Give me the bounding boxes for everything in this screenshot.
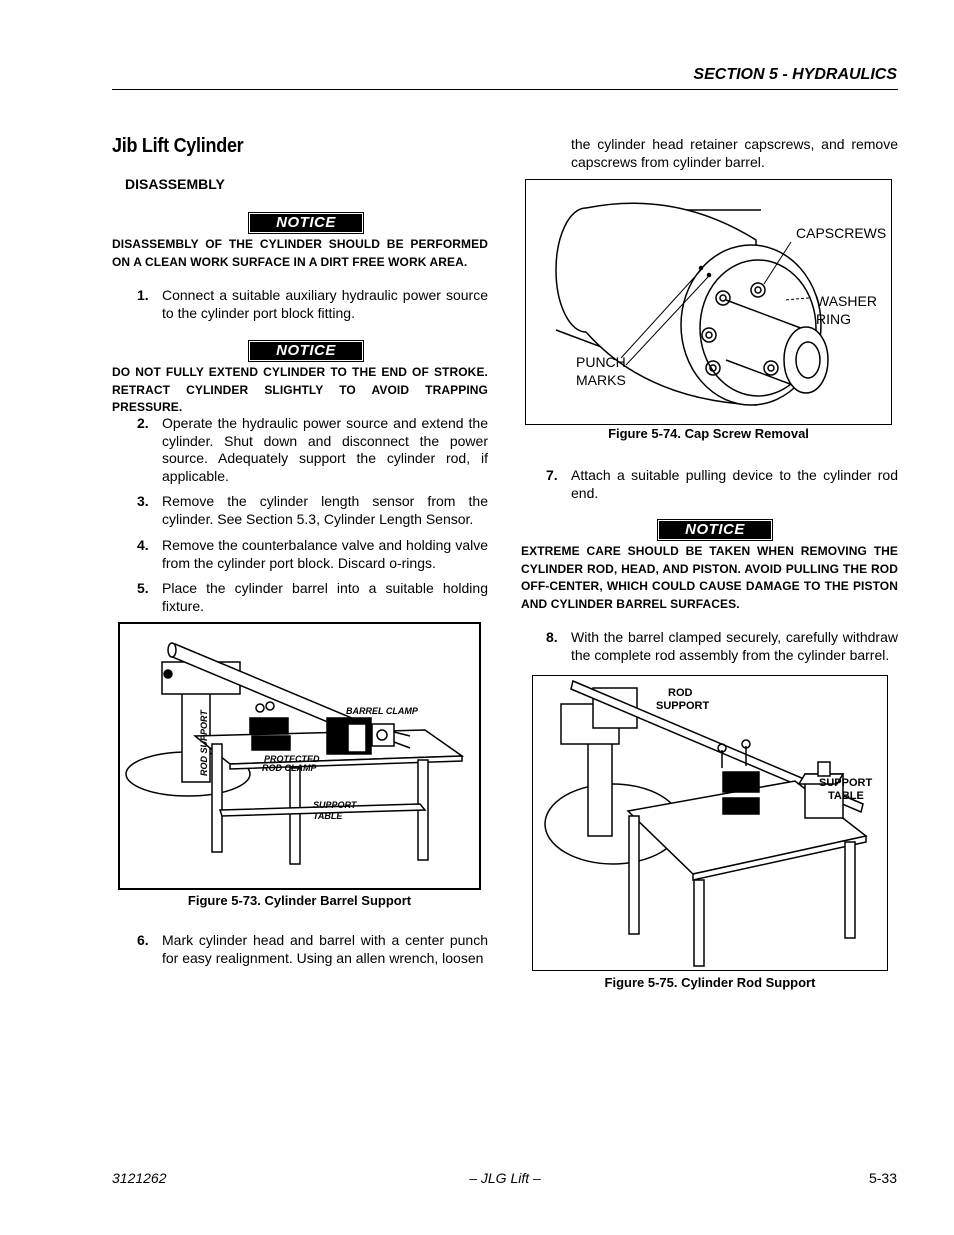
label-protected: PROTECTED <box>264 754 320 764</box>
step-6 <box>137 932 488 968</box>
step-text: Attach a suitable pulling device to the cylinder rod end. <box>571 467 898 501</box>
label-rod-support: SUPPORT <box>656 700 710 712</box>
figure-5-75 <box>532 675 888 971</box>
step-1 <box>137 287 488 323</box>
label-rod-support: ROD SUPPORT <box>199 710 209 776</box>
step-number: 6. <box>137 932 149 948</box>
notice-badge-3: NOTICE <box>657 519 773 541</box>
page-title: Jib Lift Cylinder <box>112 135 244 157</box>
notice-badge-1: NOTICE <box>248 212 364 234</box>
step-3 <box>137 493 488 529</box>
label-support: SUPPORT <box>313 800 357 810</box>
step-text: Connect a suitable auxiliary hydraulic power source to the cylinder port block fitting. <box>162 287 488 321</box>
step-number: 4. <box>137 537 149 553</box>
step-text: the cylinder head retainer capscrews, and remove capscrews from cylinder barrel. <box>571 136 898 170</box>
notice-badge-2: NOTICE <box>248 340 364 362</box>
step-text: Operate the hydraulic power source and extend the cylinder. Shut down and disconnect the power source. Adequately support the cylinder rod, if applicable. <box>162 415 488 484</box>
figure-5-74-caption: Figure 5-74. Cap Screw Removal <box>608 426 809 441</box>
notice-text-2: DO NOT FULLY EXTEND CYLINDER TO THE END OF STROKE. RETRACT CYLINDER SLIGHTLY TO AVOID TRAPPING PRESSURE. <box>112 365 488 414</box>
label-ring: RING <box>816 311 851 327</box>
label-table: TABLE <box>828 790 864 802</box>
step-6-continued <box>546 136 898 172</box>
cap-screw-removal-illustration <box>526 180 891 424</box>
cylinder-rod-support-illustration <box>533 676 887 970</box>
figure-5-73 <box>118 622 481 890</box>
step-number: 3. <box>137 493 149 509</box>
notice-text-3: EXTREME CARE SHOULD BE TAKEN WHEN REMOVING THE CYLINDER ROD, HEAD, AND PISTON. AVOID PULLING THE ROD OFF-CENTER, WHICH COULD CAUSE DAMAGE TO THE PISTON AND CYLINDER BARREL SURFACES. <box>521 544 898 611</box>
step-text: Remove the counterbalance valve and holding valve from the cylinder port block. Discard o-rings. <box>162 537 488 571</box>
section-header: SECTION 5 - HYDRAULICS <box>693 66 897 83</box>
label-washer: WASHER <box>816 293 877 309</box>
notice-text-1: DISASSEMBLY OF THE CYLINDER SHOULD BE PERFORMED ON A CLEAN WORK SURFACE IN A DIRT FREE WORK AREA. <box>112 237 488 269</box>
step-number: 5. <box>137 580 149 596</box>
figure-5-75-caption: Figure 5-75. Cylinder Rod Support <box>604 975 816 990</box>
cylinder-barrel-support-illustration <box>120 624 479 888</box>
figure-5-73-caption: Figure 5-73. Cylinder Barrel Support <box>187 893 412 908</box>
label-support: SUPPORT <box>819 777 873 789</box>
subheading: DISASSEMBLY <box>125 176 225 192</box>
step-number: 8. <box>546 629 558 645</box>
label-capscrews: CAPSCREWS <box>796 225 887 241</box>
step-number: 7. <box>546 467 558 483</box>
step-2 <box>137 415 488 485</box>
footer-center: – JLG Lift – <box>469 1170 541 1186</box>
footer-doc-number: 3121262 <box>112 1170 167 1186</box>
label-barrel-clamp: BARREL CLAMP <box>346 706 418 716</box>
step-number: 1. <box>137 287 149 303</box>
header-rule <box>112 89 898 90</box>
label-table: TABLE <box>313 811 343 821</box>
step-text: Mark cylinder head and barrel with a center punch for easy realignment. Using an allen wrench, loosen <box>162 932 488 966</box>
label-punch: PUNCH <box>576 354 626 370</box>
step-number: 2. <box>137 415 149 431</box>
footer-page-number: 5-33 <box>868 1170 897 1186</box>
label-marks: MARKS <box>576 372 626 388</box>
step-text: Place the cylinder barrel into a suitable holding fixture. <box>162 580 488 614</box>
step-8 <box>546 629 898 665</box>
label-rod-clamp: ROD CLAMP <box>262 763 317 773</box>
step-text: Remove the cylinder length sensor from the cylinder. See Section 5.3, Cylinder Length Sensor. <box>162 493 488 527</box>
step-4 <box>137 537 488 573</box>
step-text: With the barrel clamped securely, carefully withdraw the complete rod assembly from the cylinder barrel. <box>571 629 898 663</box>
step-7 <box>546 467 898 503</box>
figure-5-74 <box>525 179 892 425</box>
step-5 <box>137 580 488 616</box>
label-rod: ROD <box>668 687 693 699</box>
